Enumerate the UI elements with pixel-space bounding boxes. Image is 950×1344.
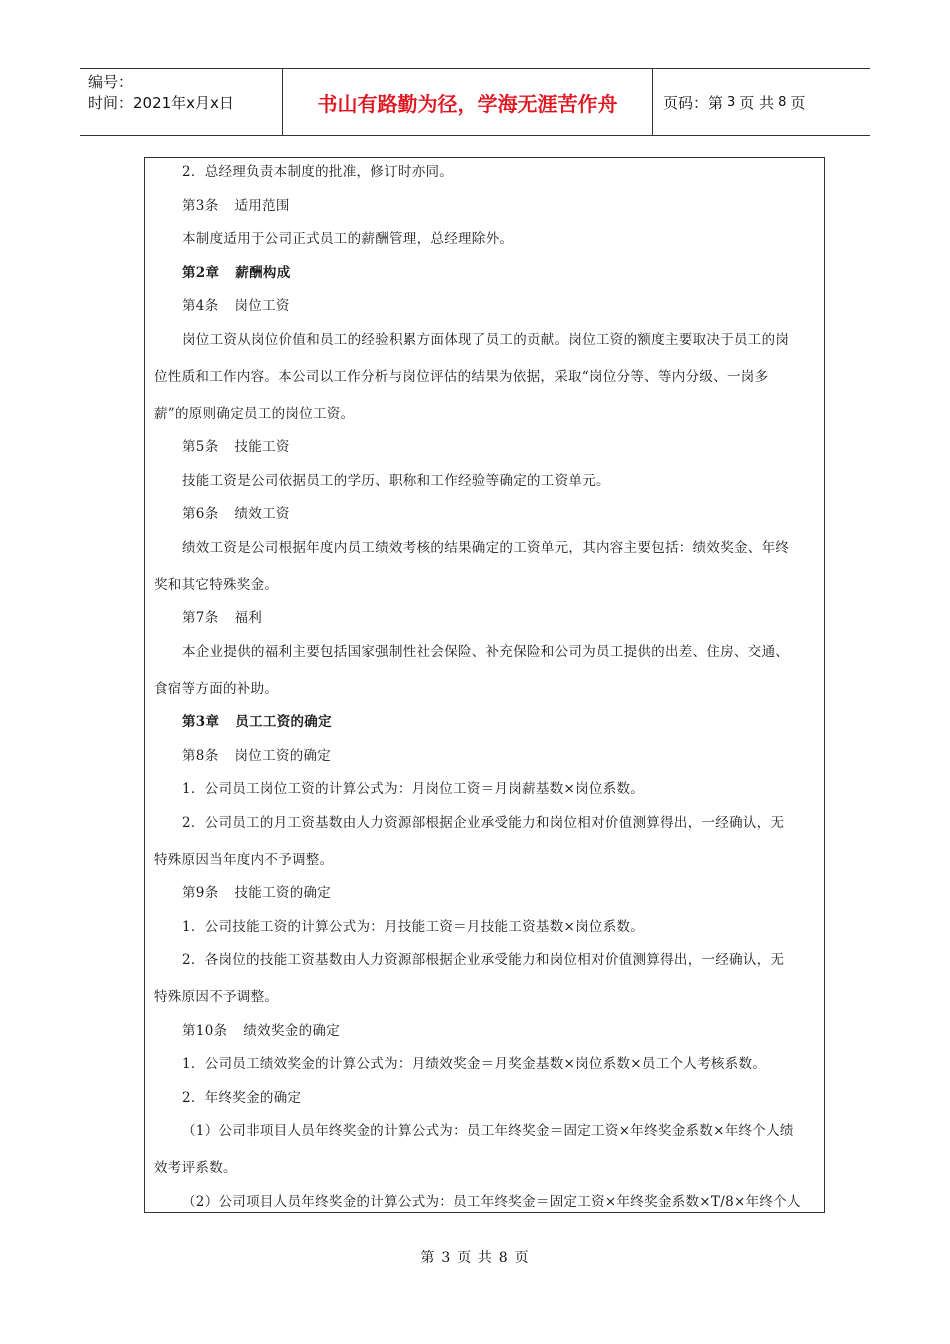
article-heading: 第3条 适用范围: [182, 198, 290, 214]
article-heading: 第6条 绩效工资: [182, 506, 290, 522]
text-line: 2．总经理负责本制度的批准，修订时亦同。: [182, 164, 454, 180]
page-end: 页: [790, 93, 806, 112]
page-footer: [0, 1247, 950, 1267]
text-line: 位性质和工作内容。本公司以工作分析与岗位评估的结果为依据，采取“岗位分等、等内分级、一岗多: [154, 369, 769, 385]
chapter-heading: 第3章 员工工资的确定: [182, 714, 332, 730]
article-heading: 第5条 技能工资: [182, 439, 290, 455]
text-line: 食宿等方面的补助。: [154, 681, 279, 697]
content-box: [144, 157, 825, 1213]
page-label: 页码：第: [663, 93, 724, 112]
footer-suffix: 页: [514, 1250, 530, 1266]
header-meta: [80, 69, 283, 135]
text-line: 2．年终奖金的确定: [182, 1090, 302, 1106]
text-line: 岗位工资从岗位价值和员工的经验积累方面体现了员工的贡献。岗位工资的额度主要取决于员工的岗: [182, 332, 790, 348]
page-number: 3: [727, 94, 736, 110]
text-line: 绩效工资是公司根据年度内员工绩效考核的结果确定的工资单元，其内容主要包括：绩效奖金、年终: [182, 540, 790, 556]
footer-page-total: 8: [498, 1250, 509, 1266]
text-line: 本制度适用于公司正式员工的薪酬管理，总经理除外。: [182, 231, 514, 247]
document-number-label: 编号：: [88, 73, 134, 91]
text-line: 薪”的原则确定员工的岗位工资。: [154, 406, 355, 422]
text-line: 特殊原因不予调整。: [154, 989, 279, 1005]
page-total: 8: [778, 94, 787, 110]
text-line: 特殊原因当年度内不予调整。: [154, 852, 334, 868]
page-header: [80, 68, 870, 136]
text-line: 技能工资是公司依据员工的学历、职称和工作经验等确定的工资单元。: [182, 473, 610, 489]
document-time: 时间：2021年x月x日: [88, 94, 234, 112]
text-line: 1．公司技能工资的计算公式为：月技能工资＝月技能工资基数×岗位系数。: [182, 919, 645, 935]
article-heading: 第10条 绩效奖金的确定: [182, 1023, 340, 1039]
article-heading: 第8条 岗位工资的确定: [182, 748, 332, 764]
text-line: 1．公司员工绩效奖金的计算公式为：月绩效奖金＝月奖金基数×岗位系数×员工个人考核系数。: [182, 1056, 767, 1072]
text-line: （2）公司项目人员年终奖金的计算公式为：员工年终奖金＝固定工资×年终奖金系数×T/8×年终个人: [182, 1194, 801, 1210]
footer-prefix: 第: [420, 1250, 436, 1266]
text-line: 2．公司员工的月工资基数由人力资源部根据企业承受能力和岗位相对价值测算得出，一经确认，无: [182, 815, 785, 831]
text-line: 2．各岗位的技能工资基数由人力资源部根据企业承受能力和岗位相对价值测算得出，一经确认，无: [182, 952, 785, 968]
chapter-heading: 第2章 薪酬构成: [182, 265, 291, 281]
text-line: （1）公司非项目人员年终奖金的计算公式为：员工年终奖金＝固定工资×年终奖金系数×年终个人绩: [182, 1123, 794, 1139]
footer-mid: 页 共: [457, 1250, 493, 1266]
page-mid: 页 共: [739, 93, 775, 112]
header-page-info: [653, 69, 870, 135]
text-line: 奖和其它特殊奖金。: [154, 577, 279, 593]
footer-page-number: 3: [441, 1250, 452, 1266]
text-line: 本企业提供的福利主要包括国家强制性社会保险、补充保险和公司为员工提供的出差、住房、交通、: [182, 644, 790, 660]
header-motto: 书山有路勤为径，学海无涯苦作舟: [283, 69, 653, 135]
text-line: 效考评系数。: [154, 1160, 237, 1176]
text-line: 1．公司员工岗位工资的计算公式为：月岗位工资＝月岗薪基数×岗位系数。: [182, 781, 645, 797]
article-heading: 第9条 技能工资的确定: [182, 885, 332, 901]
article-heading: 第7条 福利: [182, 610, 263, 626]
article-heading: 第4条 岗位工资: [182, 298, 290, 314]
